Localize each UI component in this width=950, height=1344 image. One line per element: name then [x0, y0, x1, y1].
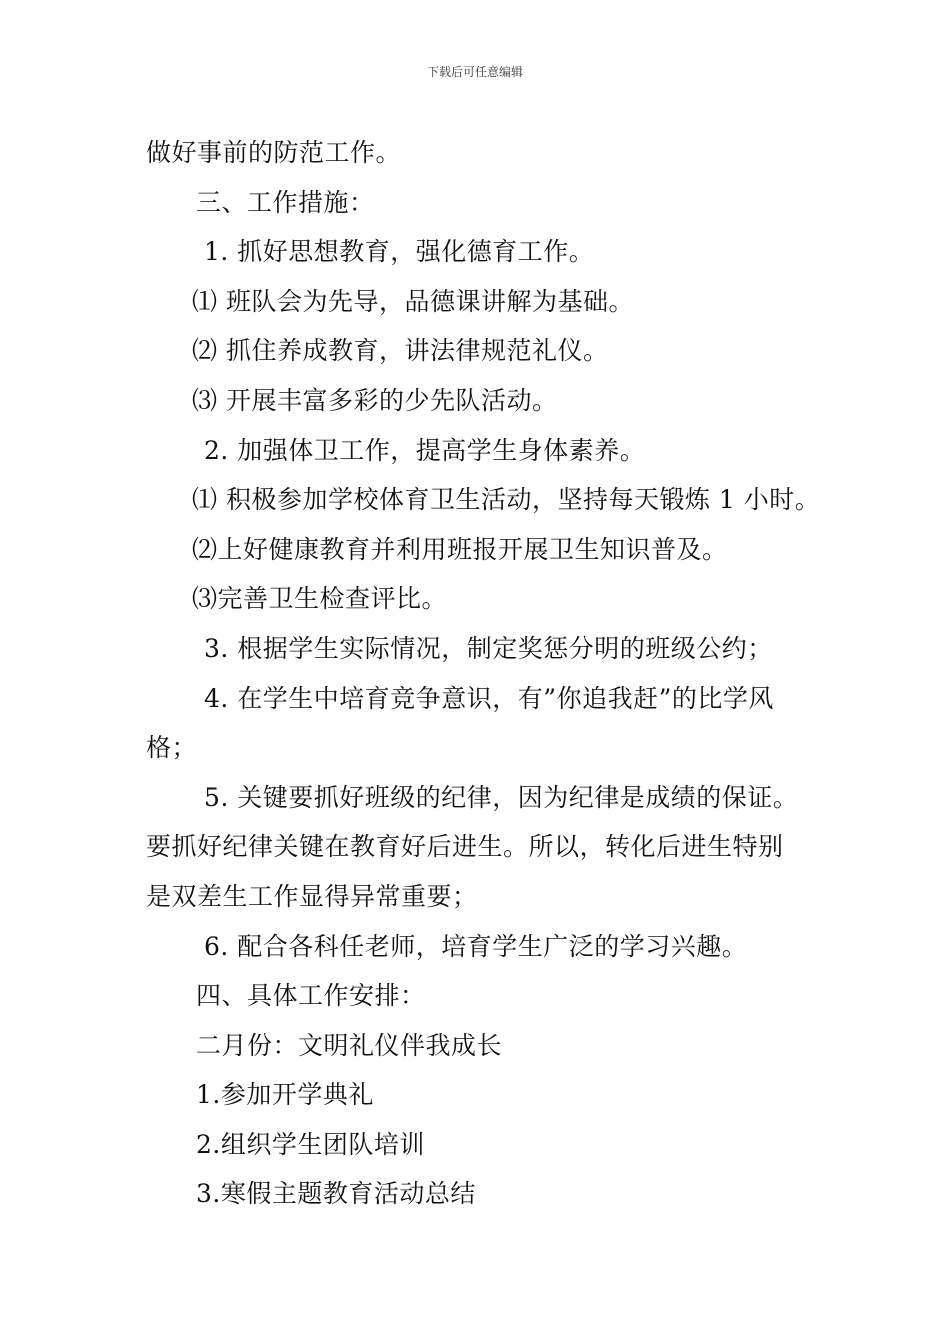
list-item: 6. 配合各科任老师，培育学生广泛的学习兴趣。 [204, 931, 748, 961]
sub-list-item: ⑴ 班队会为先导，品德课讲解为基础。 [192, 286, 634, 316]
sub-list-item: ⑶完善卫生检查评比。 [192, 584, 448, 614]
text-line: 要抓好纪律关键在教育好后进生。所以，转化后进生特别 [146, 832, 784, 862]
list-item: 2. 加强体卫工作，提高学生身体素养。 [204, 435, 646, 465]
sub-list-item: ⑶ 开展丰富多彩的少先队活动。 [192, 385, 558, 415]
text-line: 做好事前的防范工作。 [146, 138, 402, 167]
page-header: 下载后可任意编辑 [426, 65, 523, 79]
list-item: 1. 抓好思想教育，强化德育工作。 [204, 237, 595, 267]
document-body [146, 128, 821, 1219]
list-item: 1.参加开学典礼 [196, 1080, 374, 1110]
list-item: 5. 关键要抓好班级的纪律，因为纪律是成绩的保证。 [204, 782, 799, 812]
text-line: 格； [146, 733, 198, 763]
sub-list-item: ⑴ 积极参加学校体育卫生活动，坚持每天锻炼 1 小时。 [192, 485, 821, 515]
text-line: 是双差生工作显得异常重要； [146, 881, 478, 911]
list-item: 2.组织学生团队培训 [196, 1129, 425, 1159]
section-heading: 三、工作措施： [196, 187, 375, 217]
list-item: 3.寒假主题教育活动总结 [196, 1179, 476, 1209]
section-heading: 四、具体工作安排： [196, 981, 426, 1011]
month-heading: 二月份：文明礼仪伴我成长 [196, 1030, 503, 1060]
list-item: 4. 在学生中培育竞争意识，有”你追我赶”的比学风 [204, 683, 774, 713]
sub-list-item: ⑵上好健康教育并利用班报开展卫生知识普及。 [192, 534, 728, 564]
sub-list-item: ⑵ 抓住养成教育，讲法律规范礼仪。 [192, 336, 609, 366]
list-item: 3. 根据学生实际情况，制定奖惩分明的班级公约； [204, 633, 773, 663]
